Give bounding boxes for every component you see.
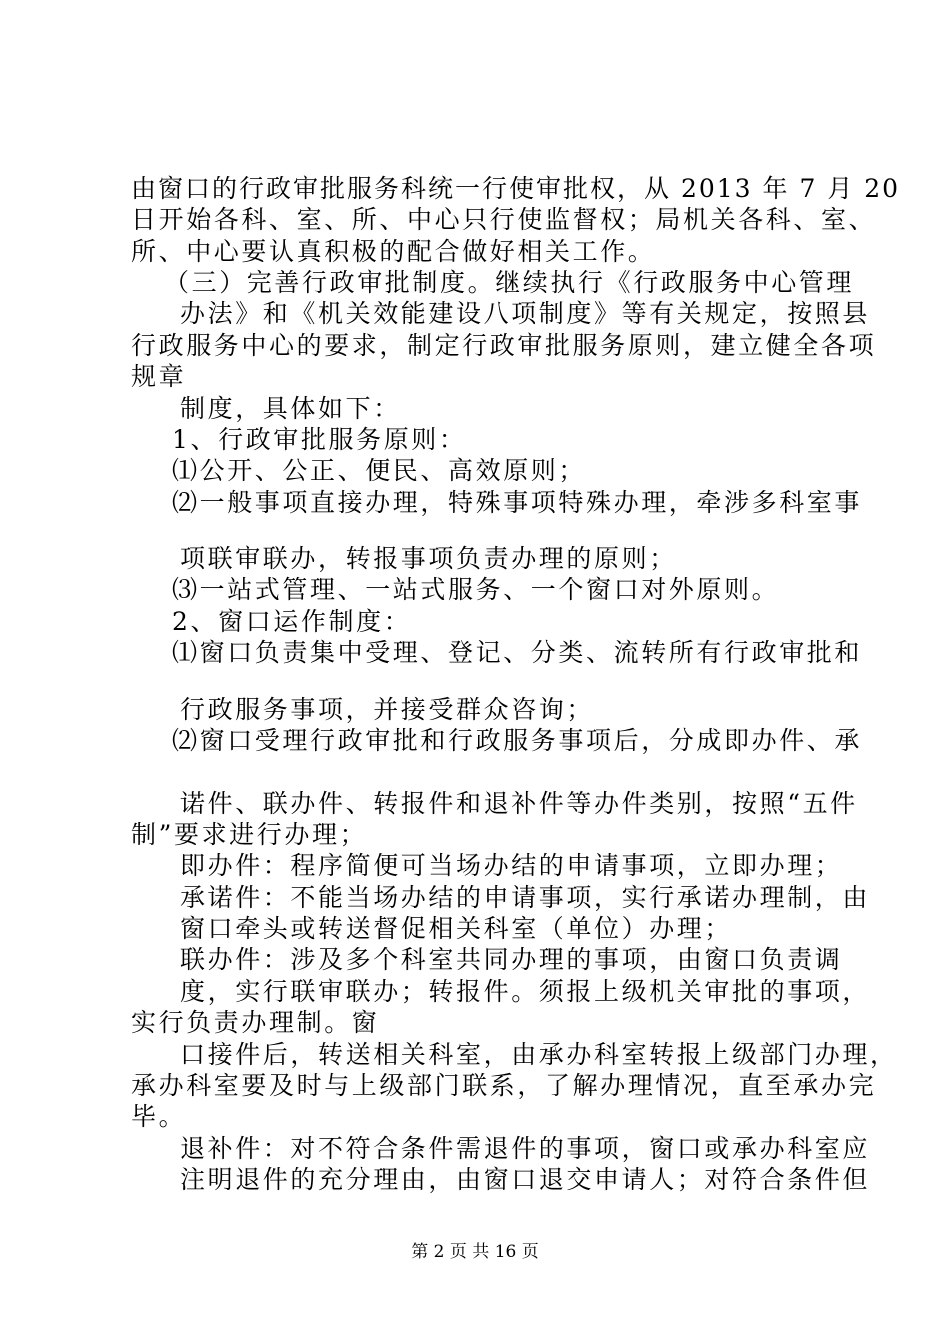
text-line: 制”要求进行办理；	[131, 820, 368, 849]
text-line: 项联审联办，转报事项负责办理的原则；	[180, 544, 677, 573]
text-line: 2、窗口运作制度：	[172, 607, 412, 636]
text-line: 诺件、联办件、转报件和退补件等办件类别，按照“五件	[180, 789, 858, 818]
text-line: 承办科室要及时与上级部门联系，了解办理情况，直至承办完	[131, 1071, 877, 1100]
text-line: 办法》和《机关效能建设八项制度》等有关规定，按照县	[180, 299, 871, 328]
text-line: ⑴窗口负责集中受理、登记、分类、流转所有行政审批和	[172, 638, 863, 667]
text-line: 窗口牵头或转送督促相关科室（单位）办理；	[180, 914, 733, 943]
text-line: 日开始各科、室、所、中心只行使监督权；局机关各科、室、	[131, 205, 877, 234]
text-line: 行政服务中心的要求，制定行政审批服务原则，建立健全各项	[131, 331, 877, 360]
text-line: 退补件：对不符合条件需退件的事项，窗口或承办科室应	[180, 1134, 871, 1163]
page-footer: 第 2 页 共 16 页	[411, 1242, 539, 1262]
text-line: 1、行政审批服务原则：	[172, 425, 467, 454]
text-line: 注明退件的充分理由，由窗口退交申请人；对符合条件但	[180, 1165, 871, 1194]
text-line: ⑴公开、公正、便民、高效原则；	[172, 456, 587, 485]
text-line: 实行负责办理制。窗	[131, 1008, 380, 1037]
text-line: ⑵一般事项直接办理，特殊事项特殊办理，牵涉多科室事	[172, 488, 863, 517]
text-line: ⑶一站式管理、一站式服务、一个窗口对外原则。	[172, 575, 780, 604]
text-line: 制度，具体如下：	[180, 394, 401, 423]
text-line: 行政服务事项，并接受群众咨询；	[180, 695, 595, 724]
text-line: 规章	[131, 362, 187, 391]
text-line: 毕。	[131, 1102, 187, 1131]
text-line: 口接件后，转送相关科室，由承办科室转报上级部门办理，	[180, 1040, 898, 1069]
text-line: ⑵窗口受理行政审批和行政服务事项后，分成即办件、承	[172, 726, 863, 755]
text-line: 即办件：程序简便可当场办结的申请事项，立即办理；	[180, 851, 843, 880]
text-line: （三）完善行政审批制度。继续执行《行政服务中心管理	[164, 268, 855, 297]
text-line: 所、中心要认真积极的配合做好相关工作。	[131, 237, 656, 266]
text-line: 度，实行联审联办；转报件。须报上级机关审批的事项，	[180, 977, 871, 1006]
text-line: 承诺件：不能当场办结的申请事项，实行承诺办理制，由	[180, 883, 871, 912]
text-line: 联办件：涉及多个科室共同办理的事项，由窗口负责调	[180, 945, 843, 974]
text-line: 由窗口的行政审批服务科统一行使审批权，从 2013 年 7 月 20	[131, 174, 901, 203]
